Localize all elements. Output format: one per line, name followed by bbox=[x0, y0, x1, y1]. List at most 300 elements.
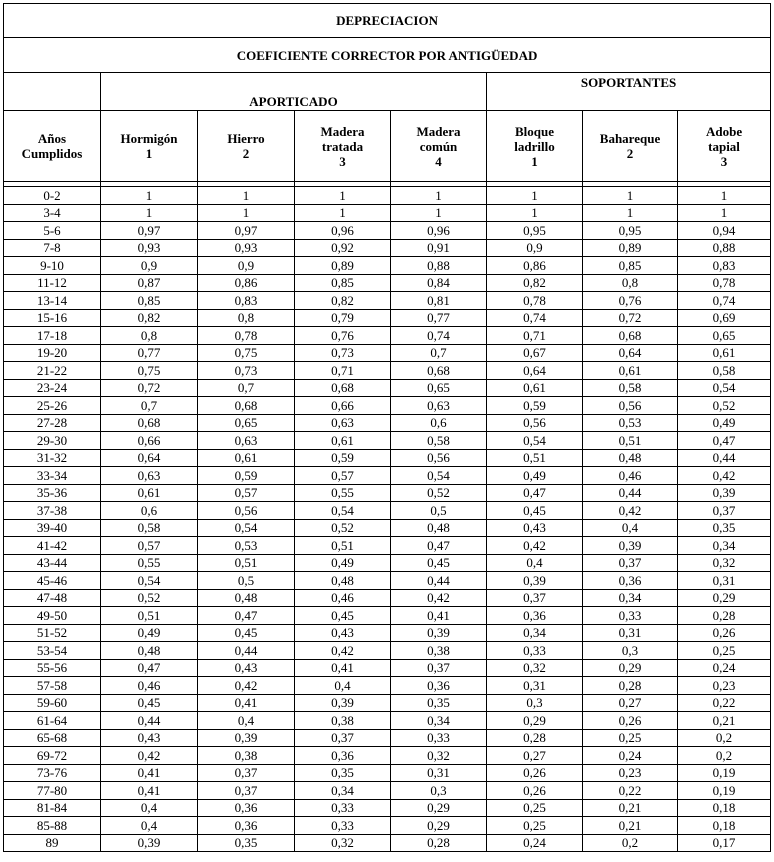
coefficient-cell: 0,46 bbox=[101, 677, 198, 695]
coefficient-cell: 0,47 bbox=[678, 432, 771, 450]
coefficient-cell: 0,97 bbox=[198, 222, 295, 240]
coefficient-cell: 0,28 bbox=[583, 677, 678, 695]
age-range-cell: 53-54 bbox=[4, 642, 101, 660]
age-range-cell: 9-10 bbox=[4, 257, 101, 275]
coefficient-cell: 0,27 bbox=[487, 747, 583, 765]
table-row bbox=[4, 274, 771, 292]
column-header bbox=[295, 111, 391, 182]
coefficient-cell: 0,25 bbox=[487, 799, 583, 817]
age-range-cell: 35-36 bbox=[4, 484, 101, 502]
age-range-cell: 65-68 bbox=[4, 729, 101, 747]
coefficient-cell: 0,46 bbox=[583, 467, 678, 485]
coefficient-cell: 0,42 bbox=[198, 677, 295, 695]
coefficient-cell: 0,36 bbox=[391, 677, 487, 695]
coefficient-cell: 0,31 bbox=[487, 677, 583, 695]
coefficient-cell: 0,2 bbox=[678, 729, 771, 747]
coefficient-cell: 0,47 bbox=[101, 659, 198, 677]
coefficient-cell: 0,2 bbox=[678, 747, 771, 765]
coefficient-cell: 0,4 bbox=[583, 519, 678, 537]
table-row bbox=[4, 782, 771, 800]
coefficient-cell: 0,78 bbox=[678, 274, 771, 292]
coefficient-cell: 0,88 bbox=[678, 239, 771, 257]
coefficient-cell: 0,38 bbox=[198, 747, 295, 765]
age-range-cell: 23-24 bbox=[4, 379, 101, 397]
coefficient-cell: 1 bbox=[583, 187, 678, 205]
coefficient-cell: 0,37 bbox=[678, 502, 771, 520]
coefficient-cell: 1 bbox=[583, 204, 678, 222]
coefficient-cell: 1 bbox=[198, 204, 295, 222]
coefficient-cell: 0,56 bbox=[391, 449, 487, 467]
column-header-line: 2 bbox=[626, 146, 634, 161]
coefficient-cell: 0,39 bbox=[198, 729, 295, 747]
coefficient-cell: 0,9 bbox=[198, 257, 295, 275]
coefficient-cell: 0,44 bbox=[101, 712, 198, 730]
column-header-line: 4 bbox=[435, 153, 442, 169]
coefficient-cell: 0,7 bbox=[101, 397, 198, 415]
table-row bbox=[4, 712, 771, 730]
coefficient-cell: 0,49 bbox=[678, 414, 771, 432]
coefficient-cell: 0,32 bbox=[487, 659, 583, 677]
column-header-line: ladrillo bbox=[514, 138, 555, 154]
table-row bbox=[4, 204, 771, 222]
coefficient-cell: 0,88 bbox=[391, 257, 487, 275]
coefficient-cell: 0,35 bbox=[391, 694, 487, 712]
column-header-line: Madera bbox=[416, 123, 461, 139]
coefficient-cell: 0,34 bbox=[295, 782, 391, 800]
age-range-cell: 77-80 bbox=[4, 782, 101, 800]
coefficient-cell: 0,47 bbox=[487, 484, 583, 502]
coefficient-cell: 0,3 bbox=[583, 642, 678, 660]
age-range-cell: 61-64 bbox=[4, 712, 101, 730]
coefficient-cell: 0,97 bbox=[101, 222, 198, 240]
table-row bbox=[4, 747, 771, 765]
age-range-cell: 13-14 bbox=[4, 292, 101, 310]
coefficient-cell: 0,75 bbox=[101, 362, 198, 380]
table-row bbox=[4, 817, 771, 835]
coefficient-cell: 0,57 bbox=[101, 537, 198, 555]
column-header bbox=[583, 111, 678, 182]
coefficient-cell: 0,36 bbox=[198, 799, 295, 817]
coefficient-cell: 0,54 bbox=[678, 379, 771, 397]
coefficient-cell: 0,39 bbox=[101, 834, 198, 852]
coefficient-cell: 0,4 bbox=[487, 554, 583, 572]
coefficient-cell: 0,58 bbox=[391, 432, 487, 450]
table-row bbox=[4, 834, 771, 852]
coefficient-cell: 0,45 bbox=[198, 624, 295, 642]
coefficient-cell: 0,86 bbox=[198, 274, 295, 292]
coefficient-cell: 0,54 bbox=[101, 572, 198, 590]
coefficient-cell: 0,29 bbox=[487, 712, 583, 730]
depreciation-table bbox=[3, 3, 771, 852]
coefficient-cell: 0,39 bbox=[487, 572, 583, 590]
coefficient-cell: 0,42 bbox=[391, 589, 487, 607]
coefficient-cell: 0,2 bbox=[583, 834, 678, 852]
coefficient-cell: 0,18 bbox=[678, 799, 771, 817]
coefficient-cell: 0,29 bbox=[678, 589, 771, 607]
coefficient-cell: 0,18 bbox=[678, 817, 771, 835]
coefficient-cell: 0,37 bbox=[198, 782, 295, 800]
coefficient-cell: 0,31 bbox=[678, 572, 771, 590]
coefficient-cell: 0,39 bbox=[391, 624, 487, 642]
coefficient-cell: 0,72 bbox=[583, 309, 678, 327]
coefficient-cell: 0,58 bbox=[678, 362, 771, 380]
age-range-cell: 33-34 bbox=[4, 467, 101, 485]
coefficient-cell: 0,61 bbox=[198, 449, 295, 467]
coefficient-cell: 0,6 bbox=[101, 502, 198, 520]
column-header bbox=[678, 111, 771, 182]
age-range-cell: 19-20 bbox=[4, 344, 101, 362]
coefficient-cell: 0,33 bbox=[583, 607, 678, 625]
coefficient-cell: 0,96 bbox=[295, 222, 391, 240]
table-row bbox=[4, 694, 771, 712]
coefficient-cell: 0,74 bbox=[678, 292, 771, 310]
coefficient-cell: 0,8 bbox=[101, 327, 198, 345]
table-row bbox=[4, 537, 771, 555]
coefficient-cell: 0,48 bbox=[391, 519, 487, 537]
coefficient-cell: 0,82 bbox=[487, 274, 583, 292]
coefficient-cell: 0,51 bbox=[295, 537, 391, 555]
column-header-line: tapial bbox=[708, 138, 740, 154]
coefficient-cell: 0,37 bbox=[391, 659, 487, 677]
coefficient-cell: 0,33 bbox=[295, 799, 391, 817]
coefficient-cell: 0,34 bbox=[678, 537, 771, 555]
coefficient-cell: 0,39 bbox=[295, 694, 391, 712]
column-header bbox=[198, 111, 295, 182]
table-row bbox=[4, 379, 771, 397]
table-row bbox=[4, 327, 771, 345]
column-header bbox=[487, 111, 583, 182]
coefficient-cell: 0,58 bbox=[101, 519, 198, 537]
coefficient-cell: 0,85 bbox=[583, 257, 678, 275]
coefficient-cell: 0,24 bbox=[583, 747, 678, 765]
coefficient-cell: 0,9 bbox=[101, 257, 198, 275]
coefficient-cell: 0,4 bbox=[101, 799, 198, 817]
age-range-cell: 15-16 bbox=[4, 309, 101, 327]
coefficient-cell: 0,36 bbox=[583, 572, 678, 590]
coefficient-cell: 0,28 bbox=[391, 834, 487, 852]
coefficient-cell: 1 bbox=[487, 187, 583, 205]
coefficient-cell: 0,53 bbox=[583, 414, 678, 432]
column-header-line: Hormigón bbox=[120, 131, 178, 146]
coefficient-cell: 0,56 bbox=[583, 397, 678, 415]
column-header-line: 3 bbox=[720, 153, 728, 169]
coefficient-cell: 0,95 bbox=[487, 222, 583, 240]
coefficient-cell: 0,91 bbox=[391, 239, 487, 257]
coefficient-cell: 0,41 bbox=[391, 607, 487, 625]
age-range-cell: 11-12 bbox=[4, 274, 101, 292]
table-row bbox=[4, 292, 771, 310]
coefficient-cell: 0,64 bbox=[583, 344, 678, 362]
table-row bbox=[4, 642, 771, 660]
coefficient-cell: 0,52 bbox=[295, 519, 391, 537]
group-header-aporticado: APORTICADO bbox=[101, 73, 487, 111]
coefficient-cell: 0,43 bbox=[198, 659, 295, 677]
coefficient-cell: 0,54 bbox=[295, 502, 391, 520]
coefficient-cell: 0,34 bbox=[583, 589, 678, 607]
coefficient-cell: 0,59 bbox=[198, 467, 295, 485]
table-row bbox=[4, 239, 771, 257]
coefficient-cell: 0,83 bbox=[198, 292, 295, 310]
coefficient-cell: 0,33 bbox=[487, 642, 583, 660]
coefficient-cell: 1 bbox=[198, 187, 295, 205]
age-range-cell: 69-72 bbox=[4, 747, 101, 765]
coefficient-cell: 0,55 bbox=[295, 484, 391, 502]
coefficient-cell: 0,21 bbox=[583, 799, 678, 817]
table-row bbox=[4, 572, 771, 590]
table-row bbox=[4, 484, 771, 502]
age-range-cell: 37-38 bbox=[4, 502, 101, 520]
table-row bbox=[4, 607, 771, 625]
coefficient-cell: 0,72 bbox=[101, 379, 198, 397]
coefficient-cell: 1 bbox=[487, 204, 583, 222]
coefficient-cell: 0,36 bbox=[487, 607, 583, 625]
coefficient-cell: 0,56 bbox=[487, 414, 583, 432]
table-row bbox=[4, 519, 771, 537]
coefficient-cell: 0,42 bbox=[295, 642, 391, 660]
coefficient-cell: 1 bbox=[678, 187, 771, 205]
coefficient-cell: 0,76 bbox=[583, 292, 678, 310]
coefficient-cell: 0,85 bbox=[101, 292, 198, 310]
coefficient-cell: 0,42 bbox=[678, 467, 771, 485]
table-row bbox=[4, 222, 771, 240]
column-header-line: tratada bbox=[321, 138, 364, 154]
coefficient-cell: 0,26 bbox=[583, 712, 678, 730]
coefficient-cell: 0,82 bbox=[101, 309, 198, 327]
coefficient-cell: 1 bbox=[391, 204, 487, 222]
coefficient-cell: 0,8 bbox=[583, 274, 678, 292]
coefficient-cell: 0,68 bbox=[295, 379, 391, 397]
coefficient-cell: 0,89 bbox=[295, 257, 391, 275]
table-row bbox=[4, 309, 771, 327]
table-row bbox=[4, 257, 771, 275]
coefficient-cell: 0,48 bbox=[295, 572, 391, 590]
coefficient-cell: 0,26 bbox=[678, 624, 771, 642]
coefficient-cell: 0,41 bbox=[101, 782, 198, 800]
coefficient-cell: 0,44 bbox=[583, 484, 678, 502]
coefficient-cell: 0,65 bbox=[391, 379, 487, 397]
column-header-line: Madera bbox=[320, 123, 365, 139]
coefficient-cell: 0,45 bbox=[391, 554, 487, 572]
age-range-cell: 31-32 bbox=[4, 449, 101, 467]
coefficient-cell: 0,52 bbox=[101, 589, 198, 607]
coefficient-cell: 0,36 bbox=[198, 817, 295, 835]
coefficient-cell: 0,3 bbox=[391, 782, 487, 800]
table-row bbox=[4, 624, 771, 642]
coefficient-cell: 0,5 bbox=[391, 502, 487, 520]
coefficient-cell: 0,45 bbox=[101, 694, 198, 712]
coefficient-cell: 0,38 bbox=[391, 642, 487, 660]
coefficient-cell: 0,31 bbox=[583, 624, 678, 642]
age-range-cell: 49-50 bbox=[4, 607, 101, 625]
coefficient-cell: 0,64 bbox=[101, 449, 198, 467]
coefficient-cell: 1 bbox=[101, 187, 198, 205]
coefficient-cell: 0,86 bbox=[487, 257, 583, 275]
coefficient-cell: 0,44 bbox=[198, 642, 295, 660]
table-row bbox=[4, 589, 771, 607]
coefficient-cell: 0,46 bbox=[295, 589, 391, 607]
coefficient-cell: 0,7 bbox=[198, 379, 295, 397]
coefficient-cell: 0,48 bbox=[198, 589, 295, 607]
coefficient-cell: 0,24 bbox=[487, 834, 583, 852]
table-title: DEPRECIACION bbox=[4, 4, 771, 38]
table-row bbox=[4, 449, 771, 467]
coefficient-cell: 0,35 bbox=[295, 764, 391, 782]
coefficient-cell: 0,22 bbox=[583, 782, 678, 800]
coefficient-cell: 0,79 bbox=[295, 309, 391, 327]
coefficient-cell: 0,8 bbox=[198, 309, 295, 327]
age-range-cell: 3-4 bbox=[4, 204, 101, 222]
age-range-cell: 73-76 bbox=[4, 764, 101, 782]
coefficient-cell: 0,64 bbox=[487, 362, 583, 380]
coefficient-cell: 0,43 bbox=[295, 624, 391, 642]
coefficient-cell: 0,78 bbox=[198, 327, 295, 345]
age-range-cell: 17-18 bbox=[4, 327, 101, 345]
coefficient-cell: 0,4 bbox=[101, 817, 198, 835]
column-header-line: Hierro bbox=[227, 131, 265, 146]
coefficient-cell: 0,58 bbox=[583, 379, 678, 397]
coefficient-cell: 0,45 bbox=[487, 502, 583, 520]
table-row bbox=[4, 764, 771, 782]
coefficient-cell: 1 bbox=[678, 204, 771, 222]
coefficient-cell: 0,54 bbox=[391, 467, 487, 485]
coefficient-cell: 0,48 bbox=[101, 642, 198, 660]
coefficient-cell: 0,47 bbox=[391, 537, 487, 555]
column-header bbox=[4, 111, 101, 182]
coefficient-cell: 0,21 bbox=[678, 712, 771, 730]
coefficient-cell: 0,29 bbox=[391, 817, 487, 835]
coefficient-cell: 0,28 bbox=[678, 607, 771, 625]
coefficient-cell: 1 bbox=[101, 204, 198, 222]
coefficient-cell: 0,19 bbox=[678, 782, 771, 800]
age-range-cell: 89 bbox=[4, 834, 101, 852]
coefficient-cell: 0,49 bbox=[295, 554, 391, 572]
coefficient-cell: 0,89 bbox=[583, 239, 678, 257]
age-range-cell: 21-22 bbox=[4, 362, 101, 380]
coefficient-cell: 0,9 bbox=[487, 239, 583, 257]
coefficient-cell: 0,37 bbox=[487, 589, 583, 607]
coefficient-cell: 0,69 bbox=[678, 309, 771, 327]
coefficient-cell: 0,61 bbox=[678, 344, 771, 362]
table-row bbox=[4, 432, 771, 450]
column-header-row bbox=[4, 111, 771, 182]
coefficient-cell: 0,74 bbox=[391, 327, 487, 345]
coefficient-cell: 0,24 bbox=[678, 659, 771, 677]
coefficient-cell: 0,25 bbox=[583, 729, 678, 747]
column-header-line: Adobe bbox=[705, 123, 743, 139]
coefficient-cell: 0,55 bbox=[101, 554, 198, 572]
coefficient-cell: 0,78 bbox=[487, 292, 583, 310]
coefficient-cell: 0,76 bbox=[295, 327, 391, 345]
coefficient-cell: 0,43 bbox=[101, 729, 198, 747]
coefficient-cell: 0,51 bbox=[101, 607, 198, 625]
coefficient-cell: 0,68 bbox=[198, 397, 295, 415]
coefficient-cell: 0,43 bbox=[487, 519, 583, 537]
coefficient-cell: 0,53 bbox=[198, 537, 295, 555]
coefficient-cell: 0,93 bbox=[198, 239, 295, 257]
column-header-line: 3 bbox=[339, 153, 346, 169]
column-header-line: 1 bbox=[531, 153, 538, 169]
age-range-cell: 45-46 bbox=[4, 572, 101, 590]
coefficient-cell: 0,7 bbox=[391, 344, 487, 362]
table-row bbox=[4, 502, 771, 520]
coefficient-cell: 0,37 bbox=[198, 764, 295, 782]
coefficient-cell: 0,87 bbox=[101, 274, 198, 292]
coefficient-cell: 0,59 bbox=[487, 397, 583, 415]
table-row bbox=[4, 677, 771, 695]
coefficient-cell: 0,85 bbox=[295, 274, 391, 292]
age-range-cell: 25-26 bbox=[4, 397, 101, 415]
coefficient-cell: 1 bbox=[295, 204, 391, 222]
coefficient-cell: 0,23 bbox=[583, 764, 678, 782]
coefficient-cell: 0,94 bbox=[678, 222, 771, 240]
coefficient-cell: 0,54 bbox=[198, 519, 295, 537]
age-range-cell: 51-52 bbox=[4, 624, 101, 642]
coefficient-cell: 0,28 bbox=[487, 729, 583, 747]
coefficient-cell: 0,73 bbox=[198, 362, 295, 380]
coefficient-cell: 0,63 bbox=[295, 414, 391, 432]
coefficient-cell: 0,61 bbox=[487, 379, 583, 397]
coefficient-cell: 0,51 bbox=[583, 432, 678, 450]
coefficient-cell: 0,67 bbox=[487, 344, 583, 362]
coefficient-cell: 0,71 bbox=[295, 362, 391, 380]
coefficient-cell: 0,65 bbox=[198, 414, 295, 432]
age-range-cell: 85-88 bbox=[4, 817, 101, 835]
coefficient-cell: 0,23 bbox=[678, 677, 771, 695]
coefficient-cell: 0,29 bbox=[391, 799, 487, 817]
column-header bbox=[391, 111, 487, 182]
coefficient-cell: 1 bbox=[391, 187, 487, 205]
coefficient-cell: 0,84 bbox=[391, 274, 487, 292]
age-range-cell: 43-44 bbox=[4, 554, 101, 572]
coefficient-cell: 0,39 bbox=[583, 537, 678, 555]
coefficient-cell: 0,4 bbox=[295, 677, 391, 695]
coefficient-cell: 0,66 bbox=[295, 397, 391, 415]
table-row bbox=[4, 344, 771, 362]
coefficient-cell: 0,26 bbox=[487, 764, 583, 782]
coefficient-cell: 0,27 bbox=[583, 694, 678, 712]
coefficient-cell: 0,42 bbox=[101, 747, 198, 765]
age-range-cell: 27-28 bbox=[4, 414, 101, 432]
coefficient-cell: 0,5 bbox=[198, 572, 295, 590]
coefficient-cell: 0,34 bbox=[487, 624, 583, 642]
coefficient-cell: 0,32 bbox=[678, 554, 771, 572]
coefficient-cell: 0,25 bbox=[678, 642, 771, 660]
coefficient-cell: 0,66 bbox=[101, 432, 198, 450]
coefficient-cell: 0,61 bbox=[295, 432, 391, 450]
coefficient-cell: 0,36 bbox=[295, 747, 391, 765]
column-header-line: 2 bbox=[242, 146, 250, 161]
age-range-cell: 29-30 bbox=[4, 432, 101, 450]
table-row bbox=[4, 414, 771, 432]
column-header bbox=[101, 111, 198, 182]
coefficient-cell: 0,77 bbox=[391, 309, 487, 327]
coefficient-cell: 0,35 bbox=[678, 519, 771, 537]
age-range-cell: 39-40 bbox=[4, 519, 101, 537]
table-row bbox=[4, 799, 771, 817]
coefficient-cell: 0,65 bbox=[678, 327, 771, 345]
coefficient-cell: 0,31 bbox=[391, 764, 487, 782]
coefficient-cell: 0,44 bbox=[391, 572, 487, 590]
coefficient-cell: 0,3 bbox=[487, 694, 583, 712]
coefficient-cell: 0,61 bbox=[101, 484, 198, 502]
coefficient-cell: 0,52 bbox=[391, 484, 487, 502]
coefficient-cell: 0,34 bbox=[391, 712, 487, 730]
coefficient-cell: 0,92 bbox=[295, 239, 391, 257]
coefficient-cell: 0,75 bbox=[198, 344, 295, 362]
table-row bbox=[4, 467, 771, 485]
table-row bbox=[4, 362, 771, 380]
age-range-cell: 0-2 bbox=[4, 187, 101, 205]
